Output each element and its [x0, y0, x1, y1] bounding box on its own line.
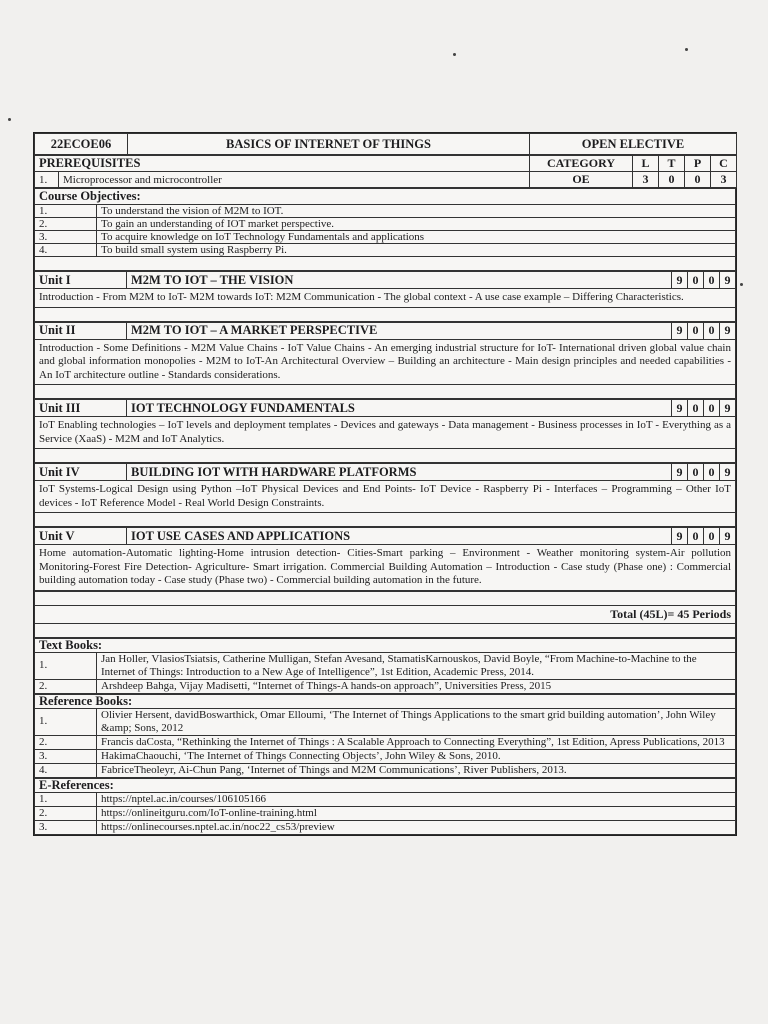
ereferences-block [34, 778, 736, 835]
unit-hours-p: 0 [704, 272, 720, 289]
unit-label: Unit IV [35, 464, 127, 481]
speck [8, 118, 11, 121]
unit-hours-l: 9 [672, 528, 688, 545]
objective-text: To gain an understanding of IOT market perspective. [97, 218, 736, 231]
unit-hours-l: 9 [672, 322, 688, 339]
textbooks-label: Text Books: [35, 638, 736, 652]
objective-text: To understand the vision of M2M to IOT. [97, 205, 736, 218]
unit-hours-l: 9 [672, 464, 688, 481]
unit-block [34, 527, 736, 591]
spacer-row [35, 513, 736, 527]
unit-content: Introduction - Some Definitions - M2M Value Chains - IoT Value Chains - An emerging industrial structure for IoT- International driven global value chain and global information monopolies - M2M to IoT-An Architectural Overview – Building an architecture - Main design principles and needed capabilities - An IoT architecture outline - Standards considerations. [35, 339, 736, 385]
unit-hours-p: 0 [704, 464, 720, 481]
speck [740, 283, 743, 286]
textbook-text: Arshdeep Bahga, Vijay Madisetti, “Internet of Things-A hands-on approach”, Universities Press, 2015 [97, 679, 736, 693]
unit-label: Unit I [35, 272, 127, 289]
unit-hours-l: 9 [672, 272, 688, 289]
reference-text: Olivier Hersent, davidBoswarthick, Omar Elloumi, ‘The Internet of Things Applications to the smart grid building automation’, John Wiley &amp; Sons, 2012 [97, 708, 736, 735]
references-block [34, 694, 736, 778]
prerequisites-block [34, 155, 737, 188]
ltpc-head-l: L [633, 156, 659, 172]
objective-num: 3. [35, 231, 97, 244]
spacer-row [35, 307, 736, 321]
textbooks-block [34, 638, 736, 694]
objectives-label: Course Objectives: [35, 189, 736, 205]
unit-hours-t: 0 [688, 272, 704, 289]
prereq-num: 1. [35, 172, 59, 188]
ltpc-val-l: 3 [633, 172, 659, 188]
ltpc-head-p: P [685, 156, 711, 172]
unit-hours-p: 0 [704, 322, 720, 339]
ltpc-head-t: T [659, 156, 685, 172]
reference-text: Francis daCosta, “Rethinking the Internet of Things : A Scalable Approach to Connecting Everything”, 1st Edition, Apress Publications, 2013 [97, 735, 736, 749]
spacer-row [35, 257, 736, 271]
unit-hours-total: 9 [720, 322, 736, 339]
ereference-num: 1. [35, 792, 97, 806]
references-label: Reference Books: [35, 694, 736, 708]
unit-hours-total: 9 [720, 528, 736, 545]
textbook-num: 1. [35, 652, 97, 679]
objective-num: 2. [35, 218, 97, 231]
spacer-row [35, 591, 736, 605]
unit-title: M2M TO IOT – A MARKET PERSPECTIVE [127, 322, 672, 339]
ereference-link[interactable]: https://onlinecourses.nptel.ac.in/noc22_cs53/preview [97, 820, 736, 834]
textbook-num: 2. [35, 679, 97, 693]
unit-hours-total: 9 [720, 400, 736, 417]
category-label: CATEGORY [530, 156, 633, 172]
reference-num: 1. [35, 708, 97, 735]
unit-title: BUILDING IOT WITH HARDWARE PLATFORMS [127, 464, 672, 481]
unit-hours-total: 9 [720, 272, 736, 289]
ereference-num: 2. [35, 806, 97, 820]
unit-hours-t: 0 [688, 528, 704, 545]
unit-hours-p: 0 [704, 528, 720, 545]
course-code: 22ECOE06 [35, 134, 128, 155]
course-type: OPEN ELECTIVE [530, 134, 737, 155]
unit-hours-p: 0 [704, 400, 720, 417]
reference-text: FabriceTheoleyr, Ai-Chun Pang, ‘Internet of Things and M2M Communications’, River Publishers, 2013. [97, 763, 736, 777]
objective-text: To acquire knowledge on IoT Technology Fundamentals and applications [97, 231, 736, 244]
ltpc-val-p: 0 [685, 172, 711, 188]
unit-hours-l: 9 [672, 400, 688, 417]
ereferences-label: E-References: [35, 778, 736, 792]
total-periods: Total (45L)= 45 Periods [35, 605, 736, 623]
prerequisites-label: PREREQUISITES [35, 156, 530, 172]
unit-content: IoT Enabling technologies – IoT levels and deployment templates - Devices and gateways - Data management - Business processes in IoT - Everything as a Service (XaaS) - M2M and IoT Analytics. [35, 417, 736, 449]
spacer-row [35, 449, 736, 463]
unit-content: Introduction - From M2M to IoT- M2M towards IoT: M2M Communication - The global context - A use case example – Differing Characteristics. [35, 289, 736, 308]
reference-num: 2. [35, 735, 97, 749]
syllabus-sheet [33, 132, 737, 836]
unit-hours-total: 9 [720, 464, 736, 481]
unit-title: IOT USE CASES AND APPLICATIONS [127, 528, 672, 545]
unit-title: IOT TECHNOLOGY FUNDAMENTALS [127, 400, 672, 417]
objectives-block [34, 188, 736, 271]
spacer-row [35, 623, 736, 637]
prereq-text: Microprocessor and microcontroller [59, 172, 530, 188]
unit-block [34, 322, 736, 400]
unit-content: IoT Systems-Logical Design using Python –IoT Physical Devices and End Points- IoT Device - Raspberry Pi - Interfaces – Programming – Other IoT devices - IoT Reference Model - Real World Design Constraints. [35, 481, 736, 513]
reference-text: HakimaChaouchi, ‘The Internet of Things Connecting Objects’, John Wiley & Sons, 2010. [97, 749, 736, 763]
unit-label: Unit V [35, 528, 127, 545]
unit-block [34, 271, 736, 322]
unit-label: Unit III [35, 400, 127, 417]
spacer-row [35, 385, 736, 399]
units-list [34, 271, 736, 591]
reference-num: 3. [35, 749, 97, 763]
unit-hours-t: 0 [688, 400, 704, 417]
unit-label: Unit II [35, 322, 127, 339]
objective-num: 4. [35, 244, 97, 257]
objective-num: 1. [35, 205, 97, 218]
unit-hours-t: 0 [688, 464, 704, 481]
ltpc-head-c: C [711, 156, 737, 172]
ltpc-val-t: 0 [659, 172, 685, 188]
unit-hours-t: 0 [688, 322, 704, 339]
ltpc-val-c: 3 [711, 172, 737, 188]
ereference-link[interactable]: https://nptel.ac.in/courses/106105166 [97, 792, 736, 806]
textbook-text: Jan Holler, VlasiosTsiatsis, Catherine Mulligan, Stefan Avesand, StamatisKarnouskos, David Boyle, “From Machine-to-Machine to the Internet of Things: Introduction to a New Age of Intelligence”, 1st Edition, Academic Press, 2014. [97, 652, 736, 679]
category-value: OE [530, 172, 633, 188]
unit-content: Home automation-Automatic lighting-Home intrusion detection- Cities-Smart parking – Environment - Weather monitoring system-Air pollution Monitoring-Forest Fire Detection- Agriculture- Smart irrigation. Commercial Building Automation – Introduction - Case study (Phase one) : Commercial building automation today - Case study (Phase two) - Commercial building automation in the future. [35, 545, 736, 591]
objective-text: To build small system using Raspberry Pi. [97, 244, 736, 257]
unit-block [34, 463, 736, 527]
reference-num: 4. [35, 763, 97, 777]
ereference-link[interactable]: https://onlineitguru.com/IoT-online-training.html [97, 806, 736, 820]
speck [685, 48, 688, 51]
ereference-num: 3. [35, 820, 97, 834]
unit-title: M2M TO IOT – THE VISION [127, 272, 672, 289]
total-block [34, 591, 736, 638]
course-title: BASICS OF INTERNET OF THINGS [128, 134, 530, 155]
speck [453, 53, 456, 56]
unit-block [34, 399, 736, 463]
course-header [34, 133, 737, 155]
